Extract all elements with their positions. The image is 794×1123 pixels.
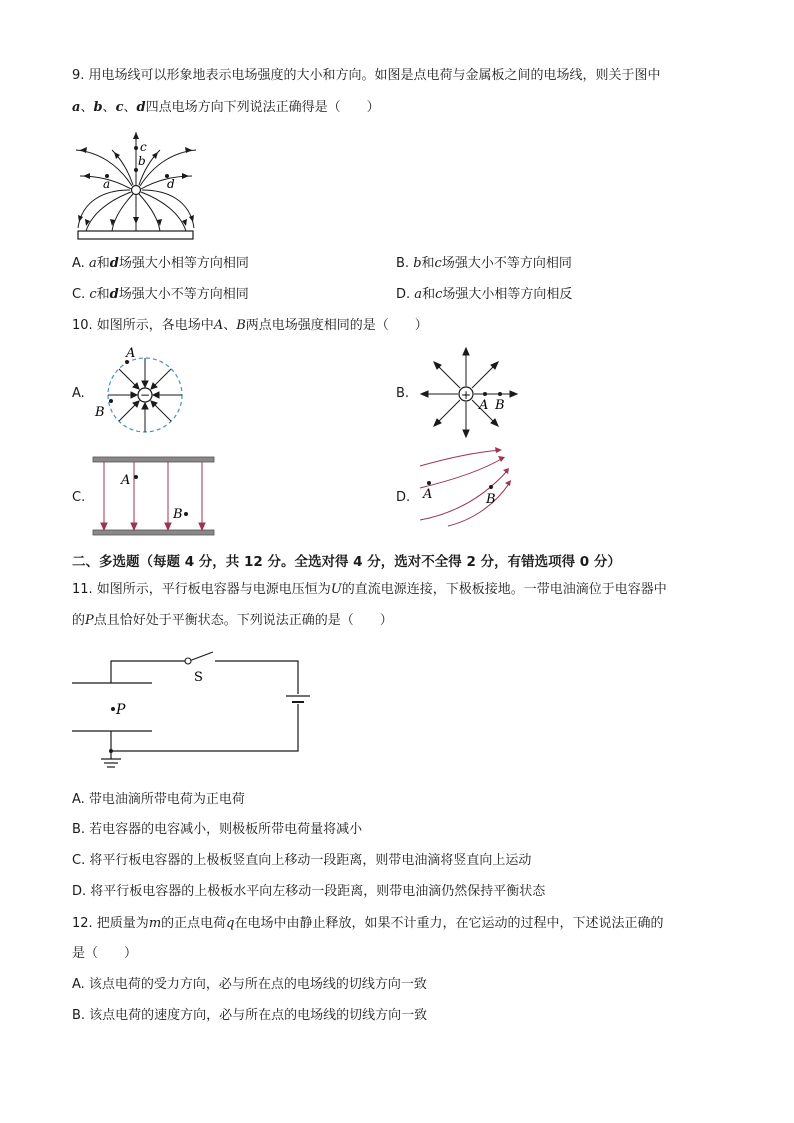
option-text: 场强大小相等方向相同 [118, 256, 249, 271]
label-b: B [495, 398, 505, 413]
q9-point-d: d [136, 100, 146, 115]
q12-var-m: m [148, 916, 162, 931]
q10-sep: 、 [223, 318, 237, 333]
q9-option-b[interactable] [396, 254, 572, 274]
q9-stem-line2 [72, 98, 380, 118]
q10-option-b-letter[interactable]: B. [396, 386, 410, 401]
label-a: A [121, 473, 131, 488]
junction-dot [109, 749, 113, 753]
q11-text: 的 [72, 613, 86, 628]
dot-a [427, 481, 431, 485]
q11-text: 点且恰好处于平衡状态。下列说法正确的是（ ） [93, 613, 393, 628]
option-text: 和 [96, 287, 110, 302]
q10-var-a: A [213, 318, 224, 333]
option-var: b [413, 256, 422, 271]
q11-stem-line2 [72, 611, 393, 631]
q12-text: 12. 把质量为 [72, 916, 149, 931]
q9-sep: 、 [123, 100, 137, 115]
label-a: A [126, 346, 136, 361]
q9-option-d[interactable] [396, 285, 572, 305]
q11-option-b[interactable]: B. 若电容器的电容减小，则极板所带电荷量将减小 [72, 822, 363, 837]
label-a: A [423, 487, 433, 502]
q9-stem-line1: 9. 用电场线可以形象地表示电场强度的大小和方向。如图是点电荷与金属板之间的电场线，则关于图中 [72, 68, 661, 83]
switch-pivot [185, 658, 191, 664]
dot-b [184, 512, 188, 516]
option-var: a [88, 256, 97, 271]
option-text: 和 [422, 287, 436, 302]
q9-point-a: a [72, 100, 81, 115]
q11-var-u: U [330, 582, 342, 597]
q10-figure-c [92, 454, 217, 540]
q11-option-c[interactable]: C. 将平行板电容器的上极板竖直向上移动一段距离，则带电油滴将竖直向上运动 [72, 853, 532, 868]
dot-b [109, 399, 113, 403]
q10-stem [72, 316, 428, 336]
q12-text: 的正点电荷 [161, 916, 227, 931]
q9-fig-label-d: d [167, 177, 175, 191]
q9-fig-label-b: b [138, 154, 146, 168]
charge-sign: − [139, 388, 151, 402]
option-text: 和 [96, 256, 110, 271]
q11-option-a[interactable]: A. 带电油滴所带电荷为正电荷 [72, 792, 245, 807]
q9-sep: 、 [102, 100, 116, 115]
q9-point-b: b [93, 100, 103, 115]
option-text: 场强大小不等方向相同 [118, 287, 249, 302]
q10-option-c-letter[interactable]: C. [72, 490, 86, 505]
q10-figure-b [416, 342, 526, 442]
q10-stem-pre: 10. 如图所示，各电场中 [72, 318, 214, 333]
dot-a [134, 475, 138, 479]
label-b: B [95, 405, 105, 420]
q9-dot-b [134, 168, 138, 172]
q9-fig-label-a: a [103, 177, 111, 191]
q9-sep: 、 [80, 100, 94, 115]
q12-option-b[interactable]: B. 该点电荷的速度方向，必与所在点的电场线的切线方向一致 [72, 1008, 428, 1023]
label-a: A [479, 398, 489, 413]
option-var: c [435, 287, 443, 302]
q10-option-d-letter[interactable]: D. [396, 490, 411, 505]
q11-var-p: P [85, 613, 94, 628]
q11-circuit-figure [70, 650, 310, 780]
q10-figure-d [418, 446, 518, 528]
charge-sign: + [460, 388, 472, 402]
option-letter: C. [72, 287, 86, 302]
label-b: B [486, 492, 496, 507]
q9-field-line-figure [70, 128, 200, 243]
q9-stem-tail: 四点电场方向下列说法正确得是（ ） [145, 100, 380, 115]
oil-drop-p [111, 707, 115, 711]
q9-option-a[interactable] [72, 254, 249, 274]
q12-option-a[interactable]: A. 该点电荷的受力方向，必与所在点的电场线的切线方向一致 [72, 977, 427, 992]
option-var: a [414, 287, 423, 302]
q11-stem-line1 [72, 580, 667, 600]
q11-text: 11. 如图所示，平行板电容器与电源电压恒为 [72, 582, 331, 597]
switch-blade [189, 652, 213, 661]
label-b: B [173, 507, 183, 522]
q10-var-b: B [236, 318, 246, 333]
option-var: c [434, 256, 442, 271]
q11-text: 的直流电源连接，下极板接地。一带电油滴位于电容器中 [341, 582, 667, 597]
q12-text: 在电场中由静止释放，如果不计重力，在它运动的过程中，下述说法正确的 [234, 916, 664, 931]
option-letter: D. [396, 287, 411, 302]
q11-option-d[interactable]: D. 将平行板电容器的上极板水平向左移动一段距离，则带电油滴仍然保持平衡状态 [72, 884, 546, 899]
q10-option-a-letter[interactable]: A. [72, 386, 85, 401]
option-letter: A. [72, 256, 85, 271]
q10-stem-post: 两点电场强度相同的是（ ） [245, 318, 428, 333]
option-text: 和 [421, 256, 435, 271]
option-text: 场强大小不等方向相同 [441, 256, 572, 271]
q10-figure-a [92, 340, 192, 440]
label-s: S [194, 670, 203, 685]
option-var: d [109, 256, 119, 271]
q12-stem-line2: 是（ ） [72, 946, 138, 961]
dot-a [483, 392, 487, 396]
q12-var-q: q [226, 916, 235, 931]
option-letter: B. [396, 256, 410, 271]
section-heading: 二、多选题（每题 4 分，共 12 分。全选对得 4 分，选对不全得 2 分，有错选项得 0 分） [72, 554, 621, 570]
metal-plate [78, 231, 193, 239]
dot-b [489, 485, 493, 489]
q9-option-c[interactable] [72, 285, 249, 305]
point-charge [132, 186, 141, 195]
label-p: P [116, 702, 126, 718]
q9-dot-c [134, 146, 138, 150]
upper-plate [93, 457, 214, 462]
dot-b [498, 392, 502, 396]
q9-point-c: c [115, 100, 124, 115]
lower-plate [93, 530, 214, 535]
option-var: d [109, 287, 119, 302]
q9-fig-label-c: c [140, 140, 147, 154]
q12-stem-line1 [72, 914, 664, 934]
option-var: c [89, 287, 97, 302]
option-text: 场强大小相等方向相反 [442, 287, 573, 302]
